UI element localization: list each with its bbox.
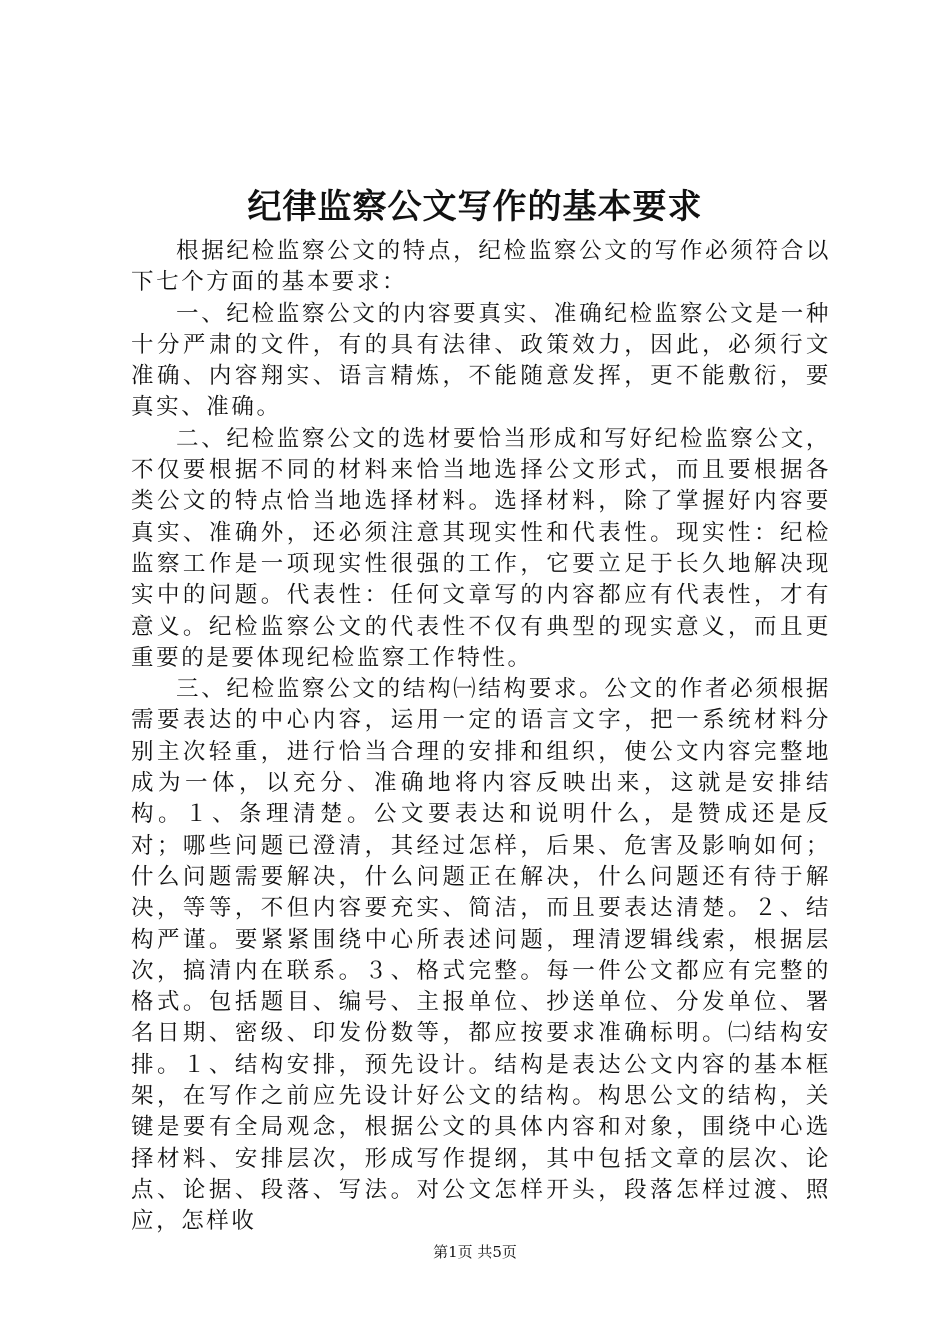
paragraph-section-3: 三、纪检监察公文的结构㈠结构要求。公文的作者必须根据需要表达的中心内容，运用一定的语言文字，把一系统材料分别主次轻重，进行恰当合理的安排和组织，使公文内容完整地成为一体，以充分、准确地将内容反映出来，这就是安排结构。１、条理清楚。公文要表达和说明什么，是赞成还是反对；哪些问题已澄清，其经过怎样，后果、危害及影响如何；什么问题需要解决，什么问题正在解决，什么问题还有待于解决，等等，不但内容要充实、简洁，而且要表达清楚。２、结构严谨。要紧紧围绕中心所表述问题，理清逻辑线索，根据层次，搞清内在联系。３、格式完整。每一件公文都应有完整的格式。包括题目、编号、主报单位、抄送单位、分发单位、署名日期、密级、印发份数等，都应按要求准确标明。㈡结构安排。１、结构安排，预先设计。结构是表达公文内容的基本框架，在写作之前应先设计好公文的结构。构思公文的结构，关键是要有全局观念，根据公文的具体内容和对象，围绕中心选择材料、安排层次，形成写作提纲，其中包括文章的层次、论点、论据、段落、写法。对公文怎样开头，段落怎样过渡、照应，怎样收 <box>131 676 831 1235</box>
paragraph-section-1: 一、纪检监察公文的内容要真实、准确纪检监察公文是一种十分严肃的文件，有的具有法律、政策效力，因此，必须行文准确、内容翔实、语言精炼，不能随意发挥，更不能敷衍，要真实、准确。 <box>131 300 831 421</box>
document-body <box>131 236 831 1238</box>
document-title: 纪律监察公文写作的基本要求 <box>247 187 703 227</box>
paragraph-intro: 根据纪检监察公文的特点，纪检监察公文的写作必须符合以下七个方面的基本要求： <box>131 238 831 296</box>
page-number-footer: 第1页 共5页 <box>433 1243 517 1261</box>
paragraph-section-2: 二、纪检监察公文的选材要恰当形成和写好纪检监察公文，不仅要根据不同的材料来恰当地选择公文形式，而且要根据各类公文的特点恰当地选择材料。选择材料，除了掌握好内容要真实、准确外，还必须注意其现实性和代表性。现实性：纪检监察工作是一项现实性很强的工作，它要立足于长久地解决现实中的问题。代表性：任何文章写的内容都应有代表性，才有意义。纪检监察公文的代表性不仅有典型的现实意义，而且更重要的是要体现纪检监察工作特性。 <box>131 425 831 671</box>
